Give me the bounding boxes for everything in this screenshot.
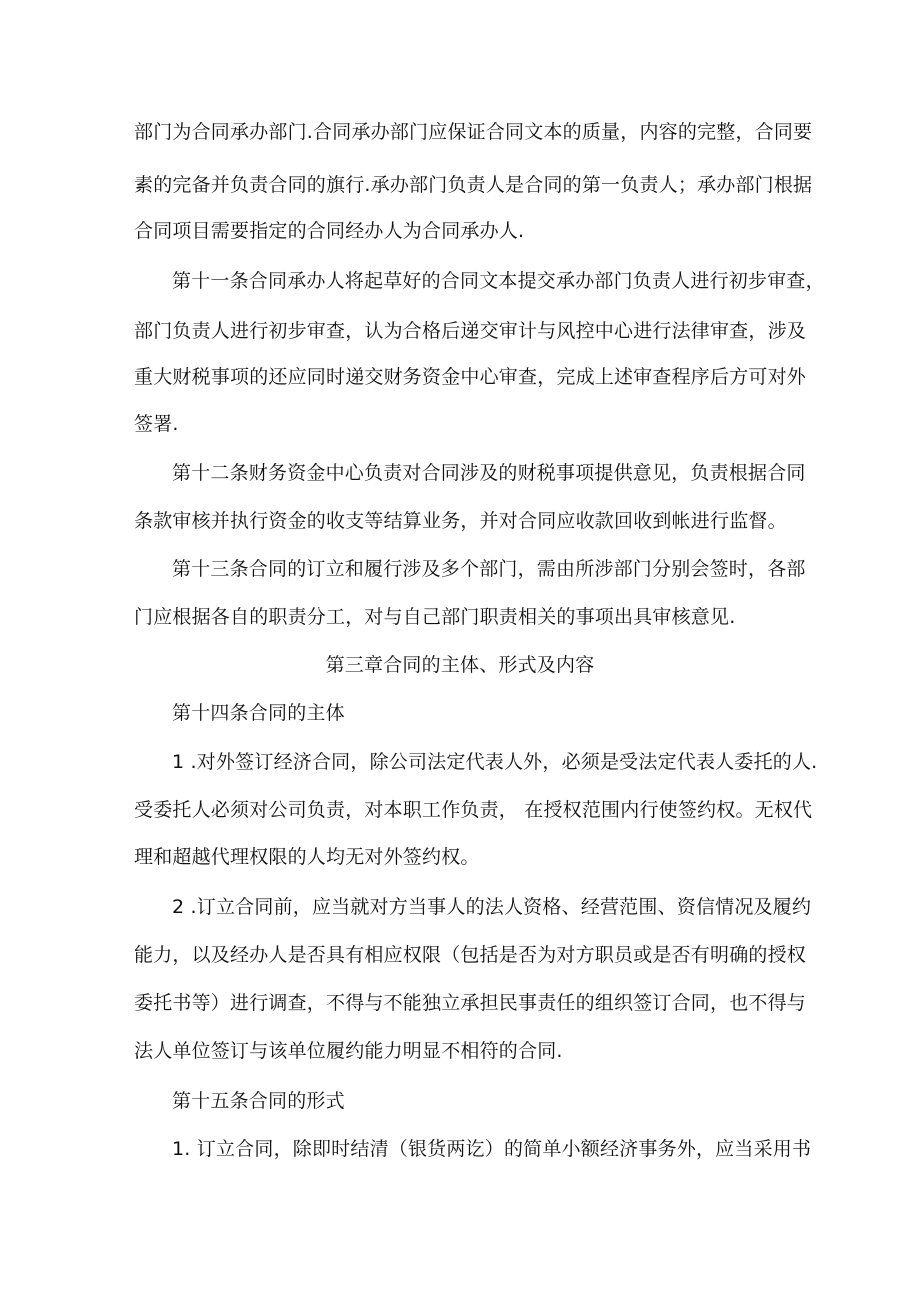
clause-line: 2 .订立合同前，应当就对方当事人的法人资格、经营范围、资信情况及履约 bbox=[172, 896, 812, 918]
paragraph-line: 理和超越代理权限的人均无对外签约权。 bbox=[134, 846, 480, 868]
paragraph-line: 受委托人必须对公司负责，对本职工作负责， 在授权范围内行使签约权。无权代 bbox=[134, 799, 813, 821]
paragraph-line: 条款审核并执行资金的收支等结算业务，并对合同应收款回收到帐进行监督。 bbox=[134, 510, 787, 532]
paragraph-line: 能力，以及经办人是否具有相应权限（包括是否为对方职员或是否有明确的授权 bbox=[134, 944, 807, 966]
paragraph-line: 法人单位签订与该单位履约能力明显不相符的合同. bbox=[134, 1040, 563, 1062]
paragraph-line: 合同项目需要指定的合同经办人为合同承办人. bbox=[134, 220, 525, 242]
chapter-heading: 第三章合同的主体、形式及内容 bbox=[325, 654, 595, 676]
paragraph-line: 签署. bbox=[134, 413, 179, 435]
paragraph-line: 重大财税事项的还应同时递交财务资金中心审查，完成上述审查程序后方可对外 bbox=[134, 366, 807, 388]
paragraph-line: 素的完备并负责合同的旗行.承办部门负责人是合同的第一负责人；承办部门根据 bbox=[134, 174, 813, 196]
paragraph-line: 委托书等）进行调查，不得与不能独立承担民事责任的组织签订合同，也不得与 bbox=[134, 992, 807, 1014]
article-11-line: 第十一条合同承办人将起草好的合同文本提交承办部门负责人进行初步审查， bbox=[172, 270, 825, 292]
paragraph-line: 部门为合同承办部门.合同承办部门应保证合同文本的质量，内容的完整，合同要 bbox=[134, 121, 813, 143]
paragraph-line: 门应根据各自的职责分工，对与自己部门职责相关的事项出具审核意见. bbox=[134, 606, 736, 628]
article-12-line: 第十二条财务资金中心负责对合同涉及的财税事项提供意见，负责根据合同 bbox=[172, 462, 806, 484]
article-13-line: 第十三条合同的订立和履行涉及多个部门，需由所涉部门分别会签时，各部 bbox=[172, 558, 806, 580]
article-15-heading: 第十五条合同的形式 bbox=[172, 1090, 345, 1112]
clause-line: 1 .对外签订经济合同，除公司法定代表人外，必须是受法定代表人委托的人. bbox=[172, 751, 818, 773]
clause-line: 1. 订立合同，除即时结清（银货两讫）的简单小额经济事务外，应当采用书 bbox=[172, 1138, 812, 1160]
paragraph-line: 部门负责人进行初步审查，认为合格后递交审计与风控中心进行法律审查，涉及 bbox=[134, 320, 807, 342]
article-14-heading: 第十四条合同的主体 bbox=[172, 702, 345, 724]
